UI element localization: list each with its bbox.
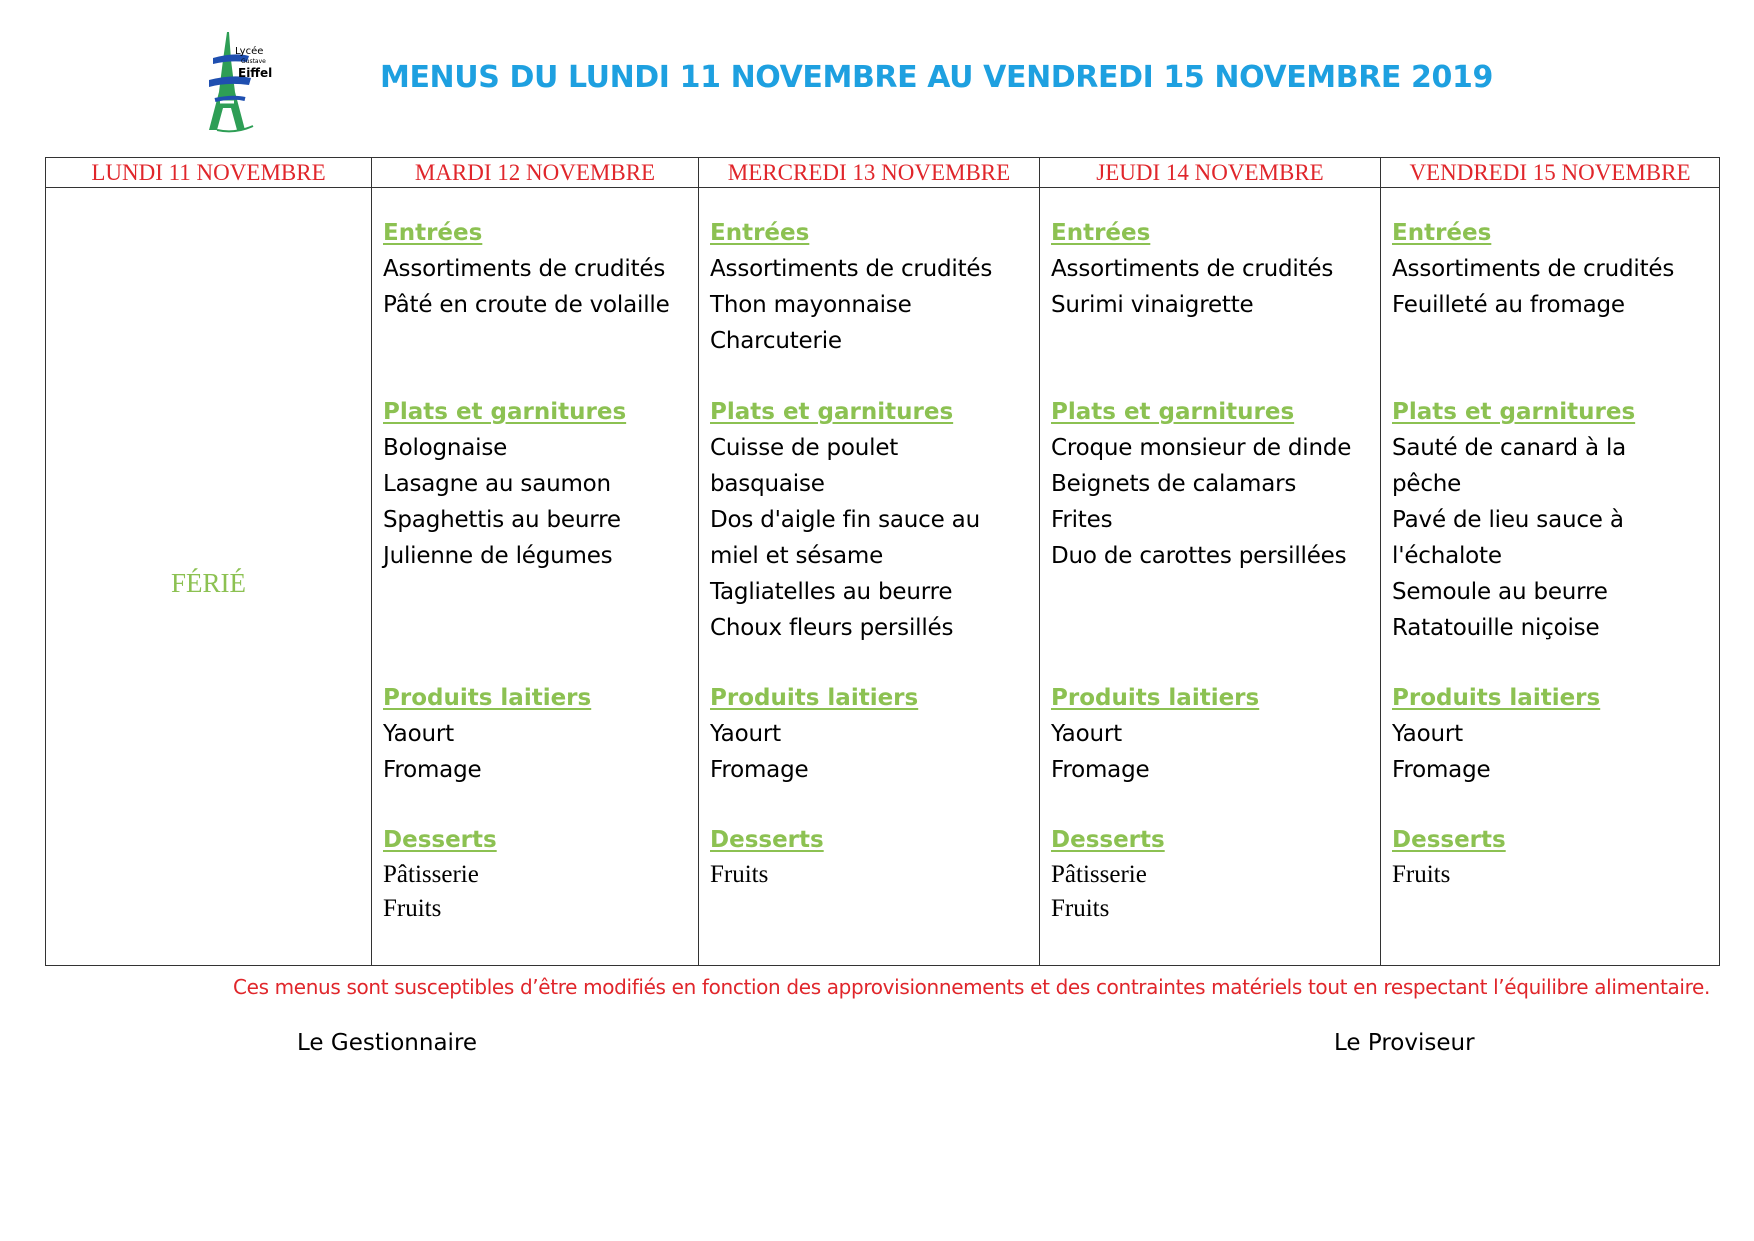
section-title: Produits laitiers — [383, 685, 592, 711]
menu-item: Tagliatelles au beurre — [710, 579, 953, 605]
menu-section-entrees — [383, 215, 698, 394]
menu-section-plats — [383, 394, 698, 680]
menu-item: Pavé de lieu sauce à — [1392, 507, 1624, 533]
section-title: Entrées — [710, 220, 810, 246]
menu-section-desserts — [1051, 822, 1380, 926]
menu-item: Cuisse de poulet — [710, 435, 899, 461]
menu-section-entrees — [1392, 215, 1719, 394]
menu-item: Beignets de calamars — [1051, 471, 1297, 497]
section-title: Produits laitiers — [1051, 685, 1260, 711]
section-title: Desserts — [710, 827, 824, 853]
section-title: Plats et garnitures — [1392, 399, 1636, 425]
menu-item: Surimi vinaigrette — [1051, 292, 1254, 318]
menu-section-plats — [1392, 394, 1719, 680]
menu-item: Yaourt — [710, 721, 781, 747]
menu-item: Lasagne au saumon — [383, 471, 611, 497]
menu-item: basquaise — [710, 471, 825, 497]
menu-item: Dos d'aigle fin sauce au — [710, 507, 980, 533]
menu-item: Yaourt — [1392, 721, 1463, 747]
day-cell-friday — [1381, 188, 1720, 966]
holiday-label: FÉRIÉ — [170, 568, 246, 598]
menu-item: Fruits — [1051, 895, 1110, 922]
menu-item: Fruits — [383, 895, 442, 922]
menu-item: miel et sésame — [710, 543, 884, 569]
menu-item: Fromage — [383, 757, 482, 783]
menu-item: Bolognaise — [383, 435, 508, 461]
menu-item: Assortiments de crudités — [383, 256, 666, 282]
day-header-wednesday: MERCREDI 13 NOVEMBRE — [699, 158, 1040, 188]
page-title: MENUS DU LUNDI 11 NOVEMBRE AU VENDREDI 15 NOVEMBRE 2019 — [380, 60, 1493, 95]
menu-item: Pâtisserie — [383, 861, 479, 888]
menu-item: Assortiments de crudités — [1392, 256, 1675, 282]
menu-item: Fruits — [710, 861, 769, 888]
menu-item: l'échalote — [1392, 543, 1502, 569]
section-title: Entrées — [1392, 220, 1492, 246]
day-header-friday: VENDREDI 15 NOVEMBRE — [1381, 158, 1720, 188]
day-cell-monday — [46, 188, 372, 966]
section-title: Produits laitiers — [1392, 685, 1601, 711]
logo-text-lycee: Lycée — [235, 46, 264, 57]
menu-section-produits-laitiers — [710, 680, 1039, 822]
section-title: Entrées — [1051, 220, 1151, 246]
menu-item: Choux fleurs persillés — [710, 615, 954, 641]
menu-item: Spaghettis au beurre — [383, 507, 621, 533]
day-header-monday: LUNDI 11 NOVEMBRE — [46, 158, 372, 188]
menu-content-row — [46, 188, 1720, 966]
menu-item: Frites — [1051, 507, 1113, 533]
day-header-row — [46, 158, 1720, 188]
section-title: Desserts — [1051, 827, 1165, 853]
day-header-thursday: JEUDI 14 NOVEMBRE — [1040, 158, 1381, 188]
day-cell-tuesday — [372, 188, 699, 966]
menu-item: Pâtisserie — [1051, 861, 1147, 888]
menu-item: Thon mayonnaise — [710, 292, 912, 318]
menu-item: Fromage — [1392, 757, 1491, 783]
menu-item: Fromage — [710, 757, 809, 783]
signature-proviseur: Le Proviseur — [1334, 1030, 1475, 1056]
menu-item: Charcuterie — [710, 328, 842, 354]
menu-item: Yaourt — [383, 721, 454, 747]
section-title: Entrées — [383, 220, 483, 246]
menu-section-desserts — [710, 822, 1039, 892]
menu-item: pêche — [1392, 471, 1462, 497]
menu-item: Croque monsieur de dinde — [1051, 435, 1352, 461]
section-title: Desserts — [383, 827, 497, 853]
menu-item: Yaourt — [1051, 721, 1122, 747]
eiffel-tower-logo-icon — [205, 30, 305, 135]
menu-item: Sauté de canard à la — [1392, 435, 1627, 461]
section-title: Plats et garnitures — [383, 399, 627, 425]
weekly-menu-table — [45, 157, 1720, 966]
menu-section-entrees — [1051, 215, 1380, 394]
menu-section-produits-laitiers — [383, 680, 698, 822]
menu-item: Assortiments de crudités — [710, 256, 993, 282]
school-logo — [205, 30, 305, 135]
logo-text-eiffel: Eiffel — [238, 66, 273, 80]
menu-item: Julienne de légumes — [383, 543, 613, 569]
day-cell-wednesday — [699, 188, 1040, 966]
section-title: Plats et garnitures — [1051, 399, 1295, 425]
menu-section-entrees — [710, 215, 1039, 394]
menu-section-plats — [1051, 394, 1380, 680]
menu-item: Semoule au beurre — [1392, 579, 1608, 605]
menu-section-desserts — [383, 822, 698, 926]
menu-section-desserts — [1392, 822, 1719, 892]
logo-text-gustave: Gustave — [241, 58, 266, 65]
menu-section-plats — [710, 394, 1039, 680]
menu-item: Feuilleté au fromage — [1392, 292, 1625, 318]
signature-gestionnaire: Le Gestionnaire — [297, 1030, 478, 1056]
day-header-tuesday: MARDI 12 NOVEMBRE — [372, 158, 699, 188]
section-title: Produits laitiers — [710, 685, 919, 711]
menu-item: Duo de carottes persillées — [1051, 543, 1347, 569]
menu-item: Fromage — [1051, 757, 1150, 783]
menu-item: Pâté en croute de volaille — [383, 292, 670, 318]
section-title: Desserts — [1392, 827, 1506, 853]
menu-item: Fruits — [1392, 861, 1451, 888]
menu-section-produits-laitiers — [1051, 680, 1380, 822]
menu-section-produits-laitiers — [1392, 680, 1719, 822]
section-title: Plats et garnitures — [710, 399, 954, 425]
menu-item: Assortiments de crudités — [1051, 256, 1334, 282]
day-cell-thursday — [1040, 188, 1381, 966]
menu-item: Ratatouille niçoise — [1392, 615, 1600, 641]
disclaimer-note: Ces menus sont susceptibles d’être modifiés en fonction des approvisionnements et des contraintes matériels tout en respectant l’équilibre alimentaire. — [233, 975, 1710, 999]
